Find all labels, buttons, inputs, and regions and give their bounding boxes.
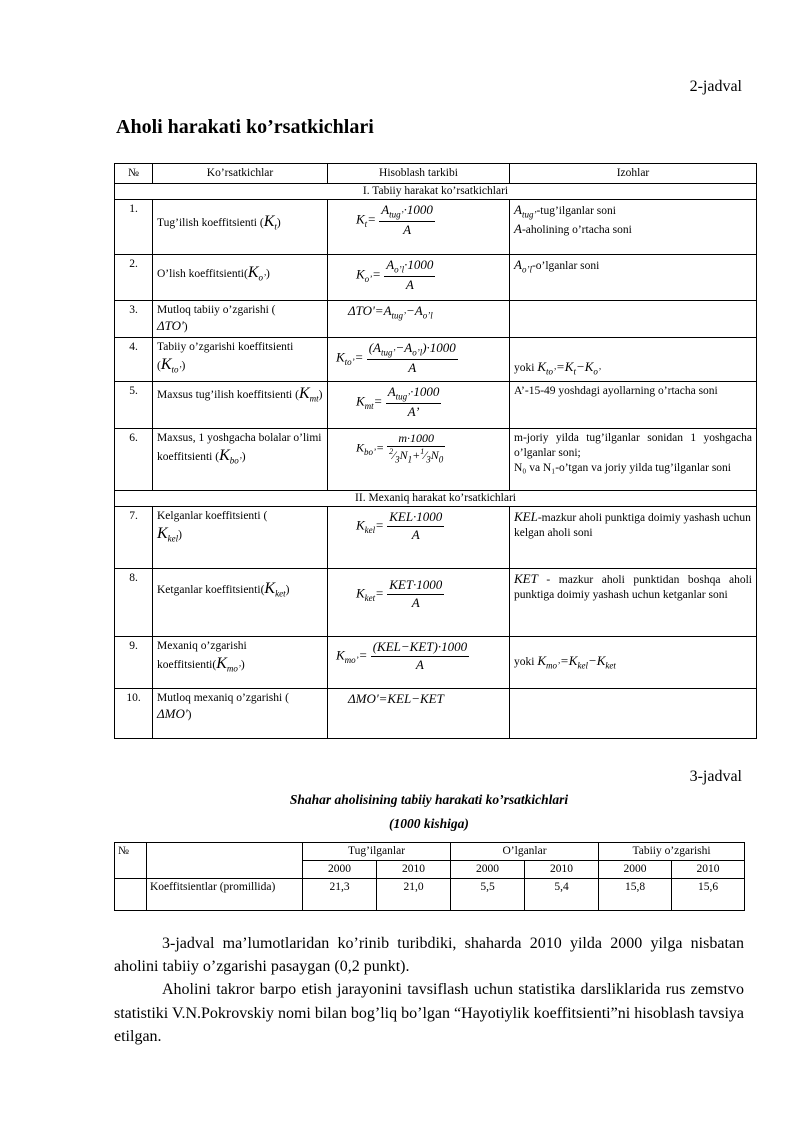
row-no: 2. bbox=[115, 254, 153, 300]
year-header: 2010 bbox=[377, 860, 451, 878]
row-no: 10. bbox=[115, 688, 153, 738]
year-header: 2010 bbox=[525, 860, 599, 878]
row-indicator: Kelganlar koeffitsienti ( $K_{kel}$) bbox=[153, 506, 328, 568]
row-notes: KET - mazkur aholi punktidan boshqa aholi punktiga doimiy yashash uchun ketganlar soni bbox=[510, 568, 757, 636]
group-header: O’lganlar bbox=[451, 843, 599, 861]
table-row bbox=[115, 337, 757, 381]
row-notes: A’-15-49 yoshdagi ayollarning o’rtacha soni bbox=[510, 381, 757, 428]
cell-value: 21,0 bbox=[377, 878, 451, 910]
col-indicator-header: Ko’rsatkichlar bbox=[153, 164, 328, 184]
table-row bbox=[115, 254, 757, 300]
table-row bbox=[115, 300, 757, 337]
cell-value: 5,5 bbox=[451, 878, 525, 910]
row-indicator: Mutloq mexaniq o’zgarishi ( ΔMO') bbox=[153, 688, 328, 738]
row-indicator: Maxsus, 1 yoshgacha bolalar o’limi koeffitsienti $(K_{bo’})$ bbox=[153, 428, 328, 490]
table-2-label: 2-jadval bbox=[689, 78, 742, 95]
paragraph: Aholini takror barpo etish jarayonini tavsiflash uchun statistika darsliklarida rus zemstvo statistiki V.N.Pokrovskiy nomi bilan bog’liq bo’lgan “Hayotiylik koeffitsienti”ni hisoblash tavsiya etilgan. bbox=[114, 981, 744, 1045]
year-header: 2000 bbox=[303, 860, 377, 878]
row-notes: KEL-mazkur aholi punktiga doimiy yashash uchun kelgan aholi soni bbox=[510, 506, 757, 568]
table-row bbox=[115, 568, 757, 636]
row-notes: $A_{o’l}-o’lganlar$ soni bbox=[510, 254, 757, 300]
table-row bbox=[115, 428, 757, 490]
col-formula-header: Hisoblash tarkibi bbox=[328, 164, 510, 184]
row-notes bbox=[510, 688, 757, 738]
row-notes: $A_{tug’}-tug’ilganlar$ soni A-aholining o’rtacha soni bbox=[510, 199, 757, 254]
row-no: 6. bbox=[115, 428, 153, 490]
row-no: 4. bbox=[115, 337, 153, 381]
cell-value: 5,4 bbox=[525, 878, 599, 910]
row-formula: $K_{mt}=$ $\frac{A_{tug’}\cdot 1000}{A’}$ bbox=[328, 381, 510, 428]
col-notes-header: Izohlar bbox=[510, 164, 757, 184]
row-formula: $K_{ket}=$ $\frac{\text{KET·1000}}{A}$ bbox=[328, 568, 510, 636]
row-indicator: O’lish $koeffitsienti(K_{o’})$ bbox=[153, 254, 328, 300]
row-formula: $K_{kel}=$ $\frac{\text{KEL·1000}}{A}$ bbox=[328, 506, 510, 568]
row-notes: yoki $K_{to’}=K_t-K_{o’}$ bbox=[510, 337, 757, 381]
body-text bbox=[114, 932, 744, 1048]
row-formula: $\Delta TO'=A_{tug’}-A_{o’l}$ bbox=[328, 300, 510, 337]
row-no: 3. bbox=[115, 300, 153, 337]
table-3-label: 3-jadval bbox=[689, 768, 742, 785]
section-mechanical: II. Mexaniq harakat ko’rsatkichlari bbox=[115, 490, 757, 506]
row-no bbox=[115, 878, 147, 910]
col-no-header: № bbox=[115, 843, 147, 879]
row-indicator: Mutloq tabiiy o’zgarishi ( ΔTO') bbox=[153, 300, 328, 337]
paragraph: 3-jadval ma’lumotlaridan ko’rinib turibdiki, shaharda 2010 yilda 2000 yilga nisbatan aholini tabiiy o’zgarishi pasaygan (0,2 punkt). bbox=[114, 935, 744, 976]
col-no-header: № bbox=[115, 164, 153, 184]
table-row bbox=[115, 636, 757, 688]
indicators-table bbox=[114, 163, 757, 739]
table-3-subcaption: (1000 kishiga) bbox=[389, 816, 469, 831]
row-formula: ΔMO'=KEL−KET bbox=[328, 688, 510, 738]
row-formula: $K_{o’}=$ $\frac{A_{o’l}\cdot 1000}{A}$ bbox=[328, 254, 510, 300]
cell-value: 15,8 bbox=[599, 878, 672, 910]
row-notes bbox=[510, 300, 757, 337]
table-3-caption: Shahar aholisining tabiiy harakati ko’rsatkichlari bbox=[289, 792, 569, 807]
row-formula: $K_t=$ $\frac{A_{tug’}\cdot 1000}{A}$ bbox=[328, 199, 510, 254]
col-label-header bbox=[147, 843, 303, 879]
row-label: Koeffitsientlar (promillida) bbox=[147, 878, 303, 910]
table-row bbox=[115, 199, 757, 254]
year-header: 2010 bbox=[672, 860, 745, 878]
row-no: 5. bbox=[115, 381, 153, 428]
group-header: Tug’ilganlar bbox=[303, 843, 451, 861]
row-indicator: Maxsus tug’ilish koeffitsienti $(K_{mt})$ bbox=[153, 381, 328, 428]
row-no: 9. bbox=[115, 636, 153, 688]
table-row bbox=[115, 381, 757, 428]
row-formula: $K_{to’}=$ $\frac{(A_{tug’}-A_{o’l})\cdot 1000}{A}$ bbox=[328, 337, 510, 381]
cell-value: 21,3 bbox=[303, 878, 377, 910]
section-title: Aholi harakati ko’rsatkichlari bbox=[116, 116, 374, 138]
row-indicator: Ketganlar $koeffitsienti(K_{ket})$ bbox=[153, 568, 328, 636]
group-header: Tabiiy o’zgarishi bbox=[599, 843, 745, 861]
row-notes: m-joriy yilda tug’ilganlar sonidan 1 yoshgacha o’lganlar soni; N₀ va N₁-o’tgan va joriy yilda tug’ilganlar soni bbox=[510, 428, 757, 490]
row-indicator: Tug’ilish koeffitsienti $(K_t)$ bbox=[153, 199, 328, 254]
row-formula: $K_{mo’}=$ $\frac{\text{(KEL−KET)·1000}}{A}$ bbox=[328, 636, 510, 688]
cell-value: 15,6 bbox=[672, 878, 745, 910]
row-indicator: Tabiiy o’zgarishi koeffitsienti $(K_{to’})$ bbox=[153, 337, 328, 381]
row-no: 7. bbox=[115, 506, 153, 568]
row-no: 1. bbox=[115, 199, 153, 254]
table-row bbox=[115, 878, 745, 910]
year-header: 2000 bbox=[599, 860, 672, 878]
year-header: 2000 bbox=[451, 860, 525, 878]
row-no: 8. bbox=[115, 568, 153, 636]
urban-natural-movement-table bbox=[114, 842, 745, 911]
table-row bbox=[115, 506, 757, 568]
section-natural: I. Tabiiy harakat ko’rsatkichlari bbox=[115, 183, 757, 199]
row-notes: yoki $K_{mo’}=K_{kel}-K_{ket}$ bbox=[510, 636, 757, 688]
table-row bbox=[115, 688, 757, 738]
row-indicator: Mexaniq o’zgarishi $koeffitsienti(K_{mo’})$ bbox=[153, 636, 328, 688]
row-formula: $K_{bo’}=$ $\frac{m\cdot 1000}{^2⁄_3N_1+^1⁄_3N_0}$ bbox=[328, 428, 510, 490]
